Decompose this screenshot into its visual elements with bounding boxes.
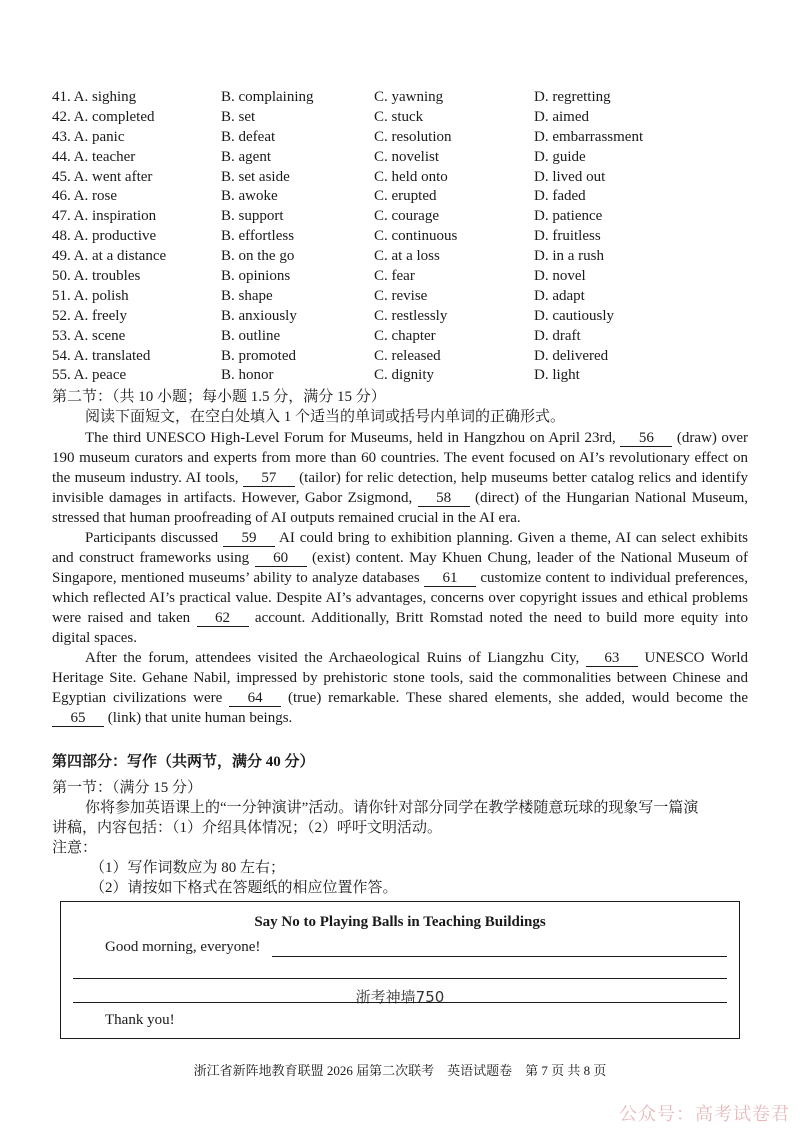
- option-choice: B. defeat: [221, 128, 276, 145]
- blank-number: 60: [255, 551, 307, 567]
- option-choice: D. regretting: [534, 89, 611, 105]
- option-choice: 46. A. rose: [52, 188, 117, 205]
- option-choice: 55. A. peace: [52, 367, 127, 384]
- writing-section-1-heading: 第一节：（满分 15 分）: [52, 780, 203, 796]
- option-choice: B. complaining: [221, 89, 314, 105]
- section-2-instruction: 阅读下面短文，在空白处填入 1 个适当的单词或括号内单词的正确形式。: [85, 409, 566, 425]
- option-choice: 49. A. at a distance: [52, 248, 167, 265]
- blank-number: 62: [197, 611, 249, 627]
- option-choice: D. cautiously: [534, 307, 614, 324]
- passage-text: customize content to individual preferences, which reflected AI’s practical value. Despite AI’s advantages, concerns over copyright issues and ethical problems were raised and taken: [52, 570, 748, 626]
- option-choice: D. light: [534, 367, 580, 384]
- passage-paragraph-2: [52, 528, 748, 648]
- option-row: [52, 207, 772, 227]
- option-choice: B. agent: [221, 148, 271, 165]
- writing-line: [272, 956, 727, 957]
- option-choice: B. support: [221, 208, 284, 225]
- blank-number: 64: [229, 691, 281, 707]
- option-row: [52, 148, 772, 168]
- writing-line: [73, 1002, 727, 1003]
- option-choice: 44. A. teacher: [52, 148, 136, 165]
- writing-prompt-line-2: 讲稿，内容包括：（1）介绍具体情况；（2）呼吁文明活动。: [52, 820, 443, 836]
- option-choice: 53. A. scene: [52, 327, 126, 344]
- part-4-heading: 第四部分：写作（共两节，满分 40 分）: [52, 754, 315, 770]
- option-choice: D. draft: [534, 327, 581, 344]
- blank-number: 58: [418, 491, 470, 507]
- option-choice: C. novelist: [374, 148, 440, 165]
- blank-number: 57: [243, 471, 295, 487]
- option-choice: B. shape: [221, 287, 273, 304]
- passage-text: account. Additionally, Britt Romstad noted the need to build more equity into digital spaces.: [52, 610, 748, 646]
- option-choice: C. stuck: [374, 108, 424, 125]
- section-2-heading: 第二节：（共 10 小题；每小题 1.5 分，满分 15 分）: [52, 389, 386, 405]
- option-choice: 51. A. polish: [52, 287, 129, 304]
- option-choice: 43. A. panic: [52, 128, 125, 145]
- option-choice: D. patience: [534, 208, 603, 225]
- passage-text: (draw) over 190 museum curators and experts from more than 60 countries. The event focused on AI’s revolutionary effect on the museum industry. AI tools,: [52, 430, 748, 486]
- option-row: [52, 347, 772, 367]
- answer-format-box: [60, 901, 740, 1039]
- option-choice: B. opinions: [221, 268, 291, 285]
- option-row: [52, 287, 772, 307]
- option-row: [52, 108, 772, 128]
- option-choice: C. at a loss: [374, 248, 440, 265]
- option-choice: B. promoted: [221, 347, 296, 364]
- option-choice: 54. A. translated: [52, 347, 151, 364]
- option-choice: B. effortless: [221, 228, 295, 245]
- option-choice: C. courage: [374, 208, 439, 225]
- option-row: [52, 327, 772, 347]
- option-choice: C. continuous: [374, 228, 458, 245]
- option-row: [52, 88, 772, 108]
- option-row: [52, 247, 772, 267]
- option-choice: D. novel: [534, 268, 586, 285]
- option-choice: B. awoke: [221, 188, 278, 205]
- option-choice: C. erupted: [374, 188, 437, 205]
- option-choice: B. set aside: [221, 168, 290, 185]
- blank-number: 63: [586, 651, 638, 667]
- option-choice: B. anxiously: [221, 307, 297, 324]
- option-row: [52, 227, 772, 247]
- option-choice: D. embarrassment: [534, 128, 644, 145]
- option-choice: D. aimed: [534, 108, 589, 125]
- option-row: [52, 128, 772, 148]
- blank-number: 61: [424, 571, 476, 587]
- option-choice: C. dignity: [374, 367, 435, 384]
- option-choice: C. revise: [374, 287, 428, 304]
- option-choice: B. outline: [221, 327, 281, 344]
- option-choice: D. delivered: [534, 347, 609, 364]
- passage: [52, 428, 748, 728]
- option-choice: 45. A. went after: [52, 168, 153, 185]
- writing-prompt-line-1: 你将参加英语课上的“一分钟演讲”活动。请你针对部分同学在教学楼随意玩球的现象写一篇演: [85, 800, 699, 816]
- passage-text: After the forum, attendees visited the Archaeological Ruins of Liangzhu City,: [85, 650, 586, 666]
- passage-text: AI could bring to exhibition planning. Given a theme, AI can select exhibits and construct frameworks using: [52, 530, 748, 566]
- option-table: [52, 88, 772, 386]
- passage-text: (exist) content. May Khuen Chung, leader of the National Museum of Singapore, mentioned museums’ ability to analyze databases: [52, 550, 748, 586]
- option-choice: B. honor: [221, 367, 274, 384]
- passage-text: UNESCO World Heritage Site. Gehane Nabil, impressed by prehistoric stone tools, said the commonalities between Chinese and Egyptian civilizations were: [52, 650, 748, 706]
- part-4: [52, 752, 752, 898]
- option-choice: C. fear: [374, 268, 415, 285]
- speech-title: Say No to Playing Balls in Teaching Buildings: [254, 914, 546, 930]
- page-footer: 浙江省新阵地教育联盟 2026 届第二次联考 英语试题卷 第 7 页 共 8 页: [193, 1063, 607, 1078]
- watermark: 公众号：高考试卷君: [619, 1104, 790, 1125]
- option-choice: 52. A. freely: [52, 307, 127, 324]
- passage-text: (link) that unite human beings.: [104, 710, 293, 726]
- speech-greeting: Good morning, everyone!: [105, 939, 261, 955]
- option-row: [52, 307, 772, 327]
- section-2-header: [52, 387, 752, 427]
- option-choice: 50. A. troubles: [52, 268, 141, 285]
- writing-line: [73, 978, 727, 979]
- option-choice: 47. A. inspiration: [52, 208, 157, 225]
- passage-text: Participants discussed: [85, 530, 224, 546]
- option-choice: 48. A. productive: [52, 228, 157, 245]
- passage-paragraph-3: [52, 648, 748, 728]
- note-format: （2）请按如下格式在答题纸的相应位置作答。: [90, 880, 398, 896]
- blank-number: 56: [620, 431, 672, 447]
- speech-closing: Thank you!: [105, 1012, 175, 1028]
- option-choice: C. chapter: [374, 327, 436, 344]
- stamp-text: 浙考神墙750: [355, 988, 445, 1006]
- option-row: [52, 168, 772, 188]
- passage-paragraph-1: [52, 428, 748, 528]
- option-choice: C. yawning: [374, 89, 444, 105]
- option-choice: D. fruitless: [534, 228, 601, 245]
- option-choice: 42. A. completed: [52, 108, 155, 125]
- option-choice: D. guide: [534, 148, 586, 165]
- option-choice: D. adapt: [534, 287, 585, 304]
- blank-number: 65: [52, 711, 104, 727]
- option-choice: B. set: [221, 108, 256, 125]
- option-choice: C. released: [374, 347, 441, 364]
- option-choice: D. lived out: [534, 168, 606, 185]
- blank-number: 59: [223, 531, 275, 547]
- option-choice: B. on the go: [221, 248, 295, 265]
- option-row: [52, 366, 772, 386]
- passage-text: (direct) of the Hungarian National Museum, stressed that human proofreading of AI outputs remained crucial in the AI era.: [52, 490, 749, 526]
- option-choice: D. faded: [534, 188, 586, 205]
- option-choice: C. resolution: [374, 128, 452, 145]
- passage-text: The third UNESCO High-Level Forum for Museums, held in Hangzhou on April 23rd,: [85, 430, 621, 446]
- option-choice: C. restlessly: [374, 307, 448, 324]
- option-row: [52, 267, 772, 287]
- option-choice: D. in a rush: [534, 248, 604, 265]
- note-word-count: （1）写作词数应为 80 左右；: [90, 860, 286, 876]
- passage-text: (true) remarkable. These shared elements, she added, would become the: [281, 690, 748, 706]
- notes-label: 注意：: [52, 840, 98, 856]
- passage-text: (tailor) for relic detection, help museums better catalog relics and identify invisible damages in artifacts. However, Gabor Zsigmond,: [52, 470, 748, 506]
- option-row: [52, 187, 772, 207]
- option-choice: C. held onto: [374, 168, 448, 185]
- option-choice: 41. A. sighing: [52, 89, 137, 105]
